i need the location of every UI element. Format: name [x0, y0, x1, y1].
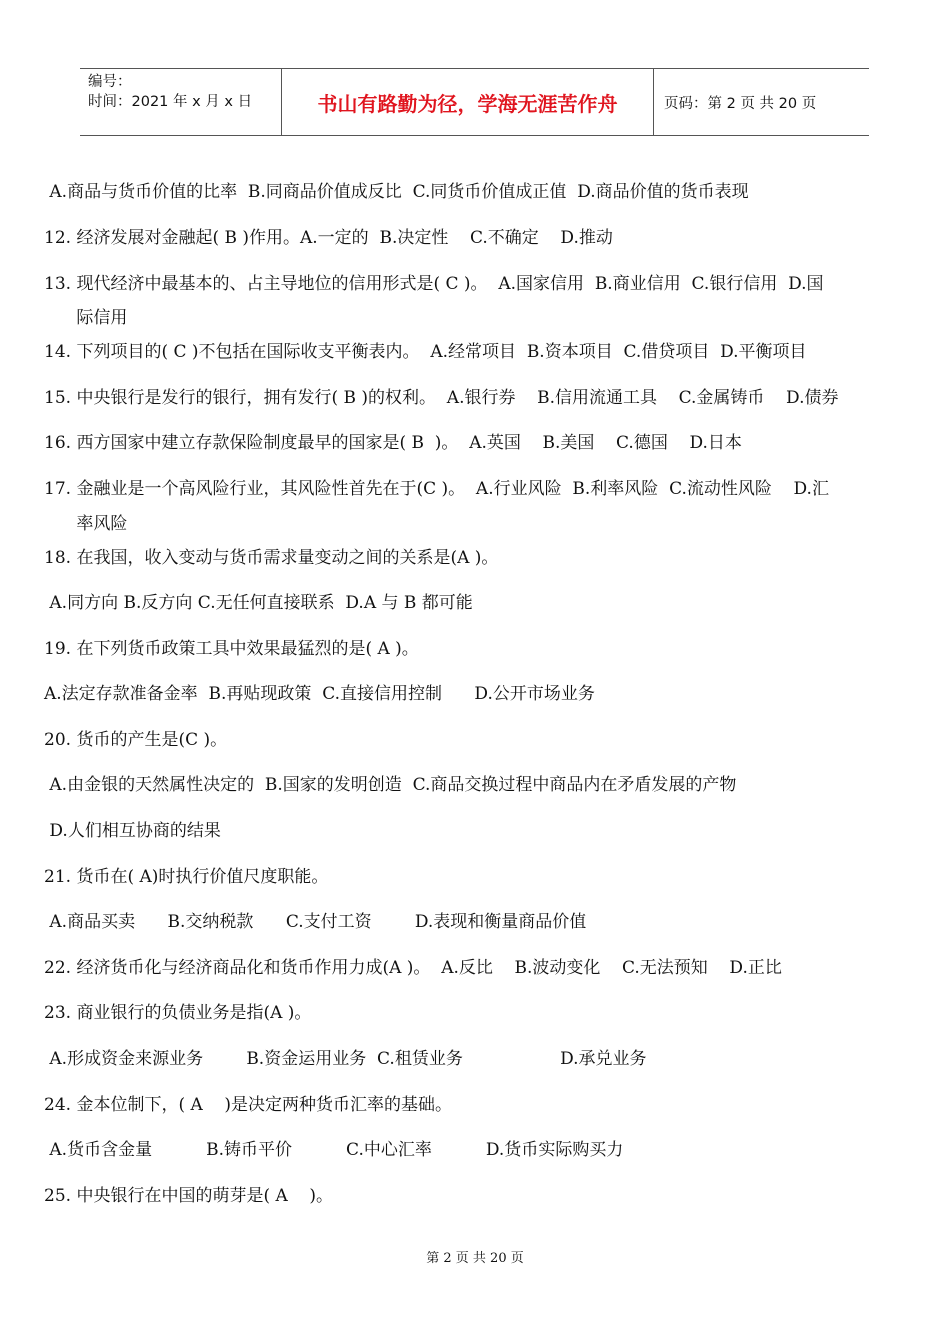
header-motto: 书山有路勤为径，学海无涯苦作舟 [281, 69, 654, 135]
text-line: 14. 下列项目的( C )不包括在国际收支平衡表内。 A.经常项目 B.资本项目 C.借贷项目 D.平衡项目 [44, 342, 807, 362]
text-line: A.形成资金来源业务 B.资金运用业务 C.租赁业务 D.承兑业务 [44, 1049, 647, 1069]
text-line: 20. 货币的产生是(C )。 [44, 730, 228, 750]
document-date: 时间：2021 年 x 月 x 日 [88, 94, 253, 110]
text-line: 12. 经济发展对金融起( B )作用。A.一定的 B.决定性 C.不确定 D.推动 [44, 228, 613, 248]
text-line: 率风险 [44, 514, 128, 534]
text-line: 24. 金本位制下，( A )是决定两种货币汇率的基础。 [44, 1095, 452, 1115]
text-line: 17. 金融业是一个高风险行业，其风险性首先在于(C )。 A.行业风险 B.利率风险 C.流动性风险 D.汇 [44, 479, 829, 499]
header-meta [80, 69, 281, 135]
text-line: A.货币含金量 B.铸币平价 C.中心汇率 D.货币实际购买力 [44, 1140, 624, 1160]
document-number: 编号： [88, 74, 132, 90]
text-line: 21. 货币在( A)时执行价值尺度职能。 [44, 867, 329, 887]
text-line: 19. 在下列货币政策工具中效果最猛烈的是( A )。 [44, 639, 419, 659]
text-line: A.同方向 B.反方向 C.无任何直接联系 D.A 与 B 都可能 [44, 593, 473, 613]
page-footer: 第 2 页 共 20 页 [426, 1251, 524, 1266]
text-line: 18. 在我国，收入变动与货币需求量变动之间的关系是(A )。 [44, 548, 499, 568]
text-line: 25. 中央银行在中国的萌芽是( A )。 [44, 1186, 333, 1206]
page-header [80, 68, 869, 136]
text-line: 13. 现代经济中最基本的、占主导地位的信用形式是( C )。 A.国家信用 B.商业信用 C.银行信用 D.国 [44, 274, 824, 294]
text-line: A.商品与货币价值的比率 B.同商品价值成反比 C.同货币价值成正值 D.商品价值的货币表现 [44, 182, 749, 202]
text-line: A.由金银的天然属性决定的 B.国家的发明创造 C.商品交换过程中商品内在矛盾发展的产物 [44, 775, 737, 795]
text-line: 15. 中央银行是发行的银行，拥有发行( B )的权利。 A.银行券 B.信用流通工具 C.金属铸币 D.债券 [44, 388, 839, 408]
text-line: 16. 西方国家中建立存款保险制度最早的国家是( B )。 A.英国 B.美国 C.德国 D.日本 [44, 433, 742, 453]
text-line: 23. 商业银行的负债业务是指(A )。 [44, 1003, 312, 1023]
text-line: A.商品买卖 B.交纳税款 C.支付工资 D.表现和衡量商品价值 [44, 912, 587, 932]
text-line: A.法定存款准备金率 B.再贴现政策 C.直接信用控制 D.公开市场业务 [44, 684, 595, 704]
text-line: 际信用 [44, 308, 128, 328]
text-line: D.人们相互协商的结果 [44, 821, 221, 841]
header-page-info: 页码：第 2 页 共 20 页 [664, 95, 817, 112]
text-line: 22. 经济货币化与经济商品化和货币作用力成(A )。 A.反比 B.波动变化 C.无法预知 D.正比 [44, 958, 782, 978]
